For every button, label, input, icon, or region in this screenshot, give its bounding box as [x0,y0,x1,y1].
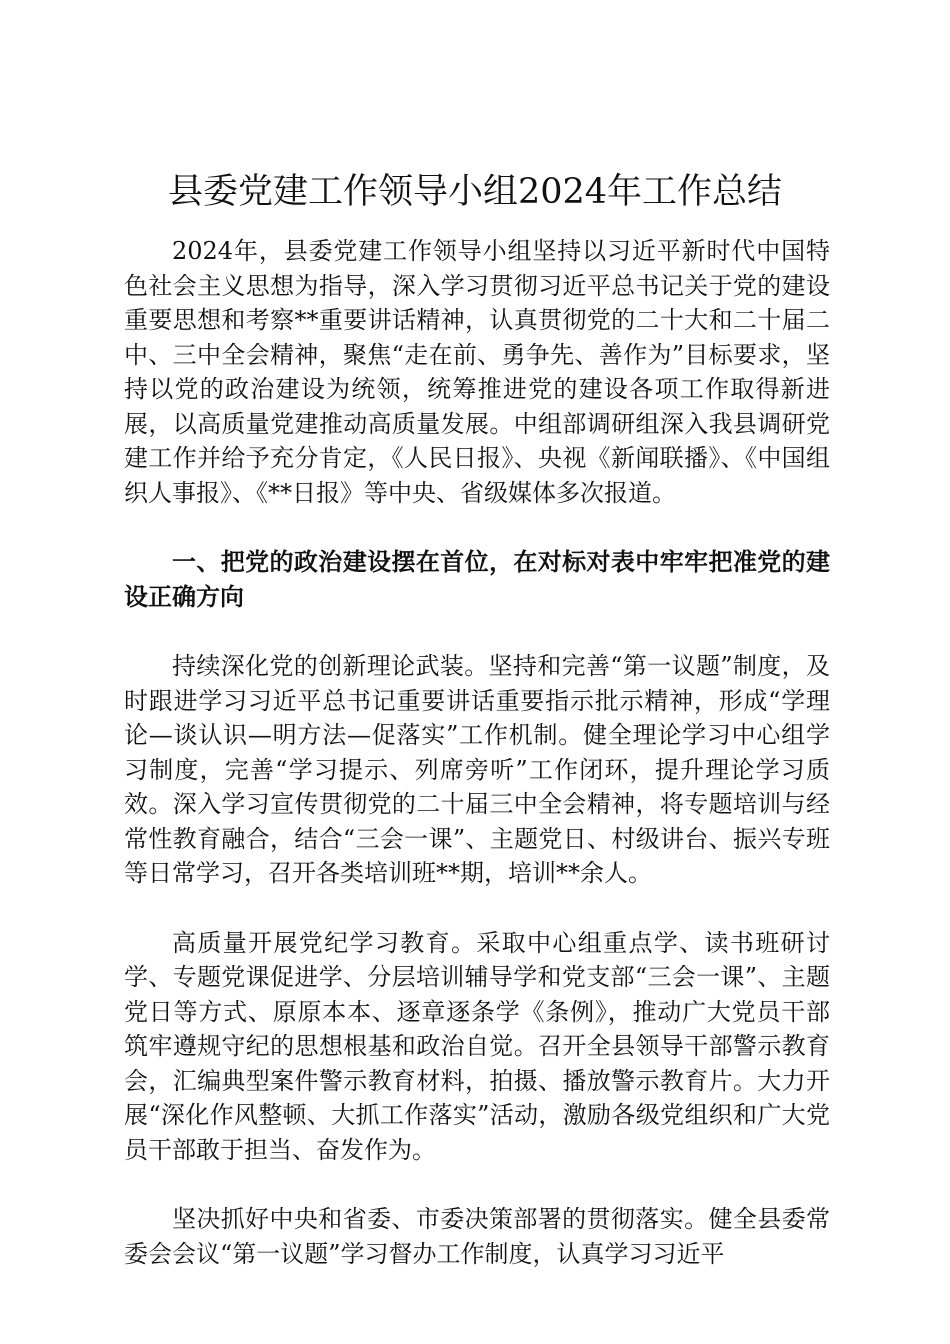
body-paragraph: 坚决抓好中央和省委、市委决策部署的贯彻落实。健全县委常委会会议“第一议题”学习督办工作制度，认真学习习近平 [124,1205,830,1268]
document-title: 县委党建工作领导小组2024年工作总结 [167,172,783,212]
section-heading-1: 一、把党的政治建设摆在首位，在对标对表中牢牢把准党的建设正确方向 [124,547,830,611]
body-paragraph: 持续深化党的创新理论武装。坚持和完善“第一议题”制度，及时跟进学习习近平总书记重要讲话重要指示批示精神，形成“学理论—谈认识—明方法—促落实”工作机制。健全理论学习中心组学习制度，完善“学习提示、列席旁听”工作闭环，提升理论学习质效。深入学习宣传贯彻党的二十届三中全会精神，将专题培训与经常性教育融合，结合“三会一课”、主题党日、村级讲台、振兴专班等日常学习，召开各类培训班**期，培训**余人。 [124,652,830,887]
document-body [124,234,830,1306]
intro-paragraph: 2024年，县委党建工作领导小组坚持以习近平新时代中国特色社会主义思想为指导，深入学习贯彻习近平总书记关于党的建设重要思想和考察**重要讲话精神，认真贯彻党的二十大和二十届二中、三中全会精神，聚焦“走在前、勇争先、善作为”目标要求，坚持以党的政治建设为统领，统筹推进党的建设各项工作取得新进展，以高质量党建推动高质量发展。中组部调研组深入我县调研党建工作并给予充分肯定，《人民日报》、央视《新闻联播》、《中国组织人事报》、《**日报》等中央、省级媒体多次报道。 [124,237,830,507]
body-paragraph: 高质量开展党纪学习教育。采取中心组重点学、读书班研讨学、专题党课促进学、分层培训辅导学和党支部“三会一课”、主题党日等方式、原原本本、逐章逐条学《条例》，推动广大党员干部筑牢遵规守纪的思想根基和政治自觉。召开全县领导干部警示教育会，汇编典型案件警示教育材料，拍摄、播放警示教育片。大力开展“深化作风整顿、大抓工作落实”活动，激励各级党组织和广大党员干部敢于担当、奋发作为。 [124,928,830,1164]
